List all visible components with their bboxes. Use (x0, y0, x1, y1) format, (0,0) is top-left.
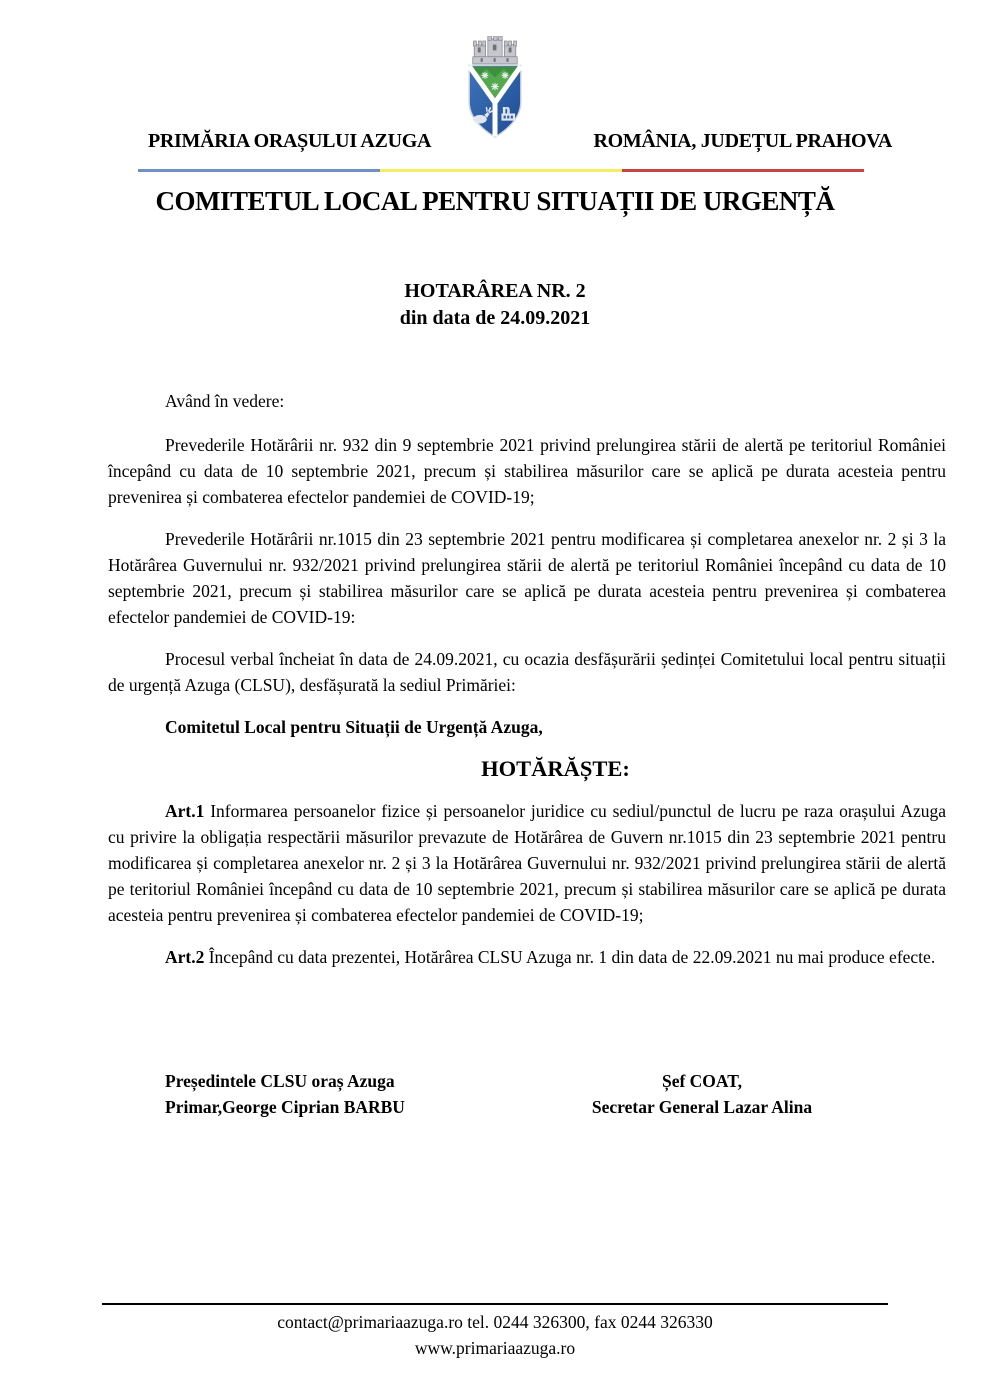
footer-divider (102, 1303, 888, 1305)
decision-date: din data de 24.09.2021 (399, 307, 591, 329)
romanian-flag-divider (138, 169, 864, 172)
article-2-text: Începând cu data prezentei, Hotărârea CLSU Azuga nr. 1 din data de 22.09.2021 nu mai produce efecte. (204, 947, 936, 967)
signature-left-role: Președintele CLSU oraș Azuga (165, 1071, 395, 1091)
intro-line: Având în vedere: (165, 391, 285, 411)
article-2-paragraph (108, 944, 946, 970)
flag-blue-segment (138, 169, 380, 172)
signature-right-role: Șef COAT, (661, 1071, 743, 1091)
footer-contact: contact@primariaazuga.ro tel. 0244 326300, fax 0244 326330 (277, 1312, 713, 1332)
article-1-label: Art.1 (165, 801, 205, 821)
azuga-coat-of-arms-icon (458, 36, 532, 140)
decision-block (0, 278, 990, 332)
document-footer (0, 1303, 990, 1361)
decision-number: HOTARÂREA NR. 2 (404, 280, 586, 302)
flag-yellow-segment (380, 169, 622, 172)
signature-right (537, 1068, 867, 1120)
recital-paragraph-2: Prevederile Hotărârii nr.1015 din 23 septembrie 2021 pentru modificarea și completarea anexelor nr. 2 și 3 la Hotărârea Guvernului nr. 932/2021 privind prelungirea stării de alertă pe teritoriul României începând cu data de 10 septembrie 2021, precum și stabilirea măsurilor care se aplică pe durata acesteia pentru prevenirea și combaterea efectelor pandemiei de COVID-19: (108, 529, 946, 627)
document-body (108, 388, 946, 986)
signature-left (165, 1068, 405, 1120)
article-2-label: Art.2 (165, 947, 205, 967)
signature-left-name: Primar,George Ciprian BARBU (165, 1097, 405, 1117)
signature-right-name: Secretar General Lazar Alina (591, 1097, 813, 1117)
resolution-heading: HOTĂRĂȘTE: (481, 756, 630, 781)
document-header (148, 130, 892, 153)
committee-line: Comitetul Local pentru Situații de Urgență Azuga, (165, 717, 543, 737)
document-title: COMITETUL LOCAL PENTRU SITUAȚII DE URGENȚĂ (155, 186, 835, 216)
flag-red-segment (622, 169, 864, 172)
recital-paragraph-1: Prevederile Hotărârii nr. 932 din 9 septembrie 2021 privind prelungirea stării de alertă pe teritoriul României începând cu data de 10 septembrie 2021, precum și stabilirea măsurilor care se aplică pe durata acesteia pentru prevenirea și combaterea efectelor pandemiei de COVID-19; (108, 435, 946, 507)
article-1-paragraph (108, 798, 946, 928)
footer-website: www.primariaazuga.ro (414, 1338, 576, 1358)
article-1-text: Informarea persoanelor fizice și persoanelor juridice cu sediul/punctul de lucru pe raza orașului Azuga cu privire la obligația respectării măsurilor prevazute de Hotărârea de Guvern nr.1015 din 23 septembrie 2021 pentru modificarea și completarea anexelor nr. 2 și 3 la Hotărârea Guvernului nr. 932/2021 privind prelungirea stării de alertă pe teritoriul României începând cu data de 10 septembrie 2021, precum și stabilirea măsurilor care se aplică pe durata acesteia pentru prevenirea și combaterea efectelor pandemiei de COVID-19; (108, 801, 946, 925)
country-county-name: ROMÂNIA, JUDEȚUL PRAHOVA (593, 130, 892, 152)
municipality-name: PRIMĂRIA ORAȘULUI AZUGA (148, 130, 432, 152)
recital-paragraph-3: Procesul verbal încheiat în data de 24.09.2021, cu ocazia desfășurării ședinței Comitetului local pentru situații de urgență Azuga (CLSU), desfășurată la sediul Primăriei: (108, 649, 946, 695)
